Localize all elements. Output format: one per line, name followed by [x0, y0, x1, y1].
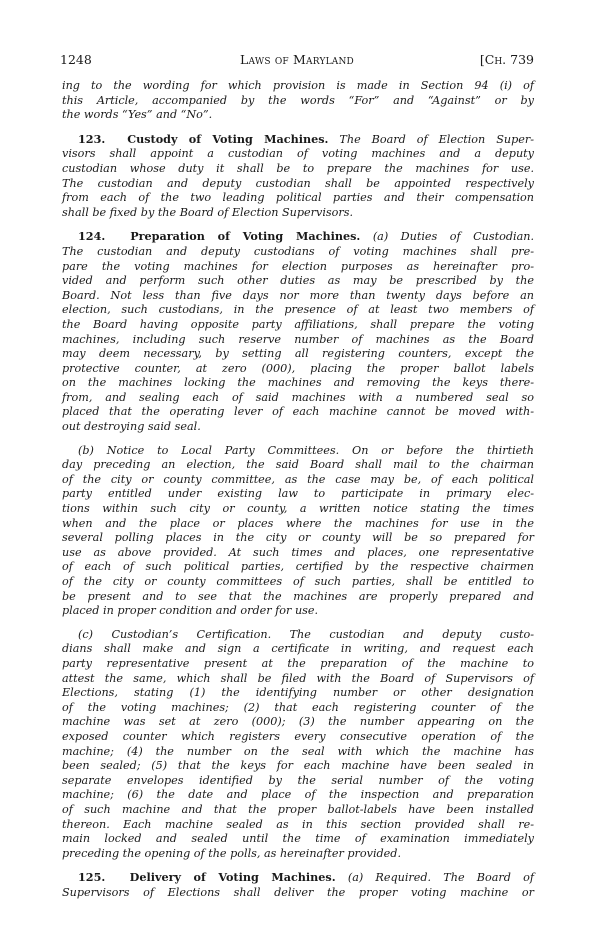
text-line: of such machine and that the proper ballot-labels have been installed: [62, 802, 534, 816]
text-line: on the machines locking the machines and removing the keys there-: [62, 376, 534, 390]
text-line: visors shall appoint a custodian of voting machines and a deputy: [62, 147, 534, 161]
section-number: 123.: [78, 131, 106, 146]
section-number: 124.: [78, 229, 106, 244]
text-line: been sealed; (5) that the keys for each machine have been sealed in: [62, 759, 534, 773]
text-line: be present and to see that the machines are properly prepared and: [62, 589, 534, 603]
text-line: shall be fixed by the Board of Election Supervisors.: [62, 205, 354, 219]
text-line: dians shall make and sign a certificate in writing, and request each: [62, 642, 534, 656]
subsection-first-line: (b) Notice to Local Party Committees. On or before the thirtieth: [78, 443, 534, 457]
text-line: the Board having opposite party affiliations, shall prepare the voting: [62, 317, 534, 331]
text-line: placed that the operating lever of each machine cannot be moved with-: [62, 405, 534, 419]
chapter-label: [Ch. 739: [479, 52, 534, 67]
text-line: election, such custodians, in the presence of at least two members of: [62, 303, 534, 317]
text-line: separate envelopes identified by the serial number of the voting: [62, 773, 534, 787]
text-line: vided and perform such other duties as may be prescribed by the: [62, 274, 534, 288]
subsection-first-line: (c) Custodian’s Certification. The custodian and deputy custo-: [78, 627, 534, 641]
section-text: The Board of Election Super-: [339, 132, 534, 146]
text-line: attest the same, which shall be filed with the Board of Supervisors of: [62, 671, 534, 685]
subsection-c: [62, 628, 534, 862]
subsection-b: [62, 444, 534, 619]
body-text: [62, 79, 534, 909]
running-title: Laws of Maryland: [240, 52, 354, 67]
section-first-line: [62, 870, 534, 886]
section-heading: Custody of Voting Machines.: [127, 131, 329, 146]
page-number: 1248: [60, 52, 92, 67]
text-line: this Article, accompanied by the words “For” and “Against” or by: [62, 93, 534, 107]
text-line: machines, including such reserve number of machines as the Board: [62, 332, 534, 346]
text-line: Board. Not less than five days nor more than twenty days before an: [62, 288, 534, 302]
text-line: custodian whose duty it shall be to prepare the machines for use.: [62, 161, 534, 175]
section-124: [62, 229, 534, 434]
text-line: placed in proper condition and order for use.: [62, 604, 319, 618]
section-125: [62, 870, 534, 900]
text-line: ing to the wording for which provision is made in Section 94 (i) of: [62, 79, 534, 92]
text-line: preceding the opening of the polls, as hereinafter provided.: [62, 846, 402, 860]
text-line: protective counter, at zero (000), placing the proper ballot labels: [62, 361, 534, 375]
text-line: of the city or county committee, as the case may be, of each political: [62, 472, 534, 486]
text-line: use as above provided. At such times and places, one representative: [62, 545, 534, 559]
section-text: (a) Duties of Custodian.: [372, 230, 535, 244]
text-line: machine; (4) the number on the seal with which the machine has: [62, 744, 534, 758]
text-line: party representative present at the preparation of the machine to: [62, 656, 534, 670]
text-line: of the city or county committees of such parties, shall be entitled to: [62, 575, 534, 588]
text-line: The custodian and deputy custodian shall be appointed respectively: [62, 176, 534, 190]
section-heading: Delivery of Voting Machines.: [129, 870, 336, 885]
text-line: tions within such city or county, a written notice stating the times: [62, 502, 534, 516]
text-line: of each of such political parties, certified by the respective chairmen: [62, 560, 534, 574]
text-line: the words “Yes” and “No”.: [62, 108, 213, 122]
text-line: The custodian and deputy custodians of voting machines shall pre-: [62, 244, 534, 258]
text-line: from each of the two leading political parties and their compensation: [62, 191, 534, 205]
text-line: may deem necessary, by setting all registering counters, except the: [62, 347, 534, 361]
text-line: Elections, stating (1) the identifying number or other designation: [62, 686, 534, 700]
text-line: day preceding an election, the said Board shall mail to the chairman: [62, 458, 534, 472]
running-header: [60, 52, 534, 70]
section-first-line: [62, 229, 534, 245]
text-line: of the voting machines; (2) that each registering counter of the: [62, 700, 534, 714]
section-number: 125.: [78, 870, 106, 885]
text-line: thereon. Each machine sealed as in this section provided shall re-: [62, 817, 534, 831]
text-line: pare the voting machines for election purposes as hereinafter pro-: [62, 259, 534, 273]
section-heading: Preparation of Voting Machines.: [130, 229, 361, 244]
section-text: (a) Required. The Board of: [347, 871, 534, 885]
text-line: Supervisors of Elections shall deliver the proper voting machine or: [62, 885, 534, 899]
continuation-paragraph: [62, 79, 534, 123]
text-line: machine; (6) the date and place of the inspection and preparation: [62, 788, 534, 802]
text-line: main locked and sealed until the time of examination immediately: [62, 832, 534, 846]
section-first-line: [62, 132, 534, 148]
text-line: exposed counter which registers every consecutive operation of the: [62, 729, 534, 743]
text-line: when and the place or places where the machines for use in the: [62, 516, 534, 530]
text-line: several polling places in the city or county will be so prepared for: [62, 531, 534, 545]
text-line: out destroying said seal.: [62, 420, 201, 434]
text-line: from, and sealing each of said machines with a numbered seal so: [62, 390, 534, 404]
section-123: [62, 132, 534, 221]
text-line: party entitled under existing law to participate in primary elec-: [62, 487, 534, 501]
text-line: machine was set at zero (000); (3) the number appearing on the: [62, 715, 534, 729]
